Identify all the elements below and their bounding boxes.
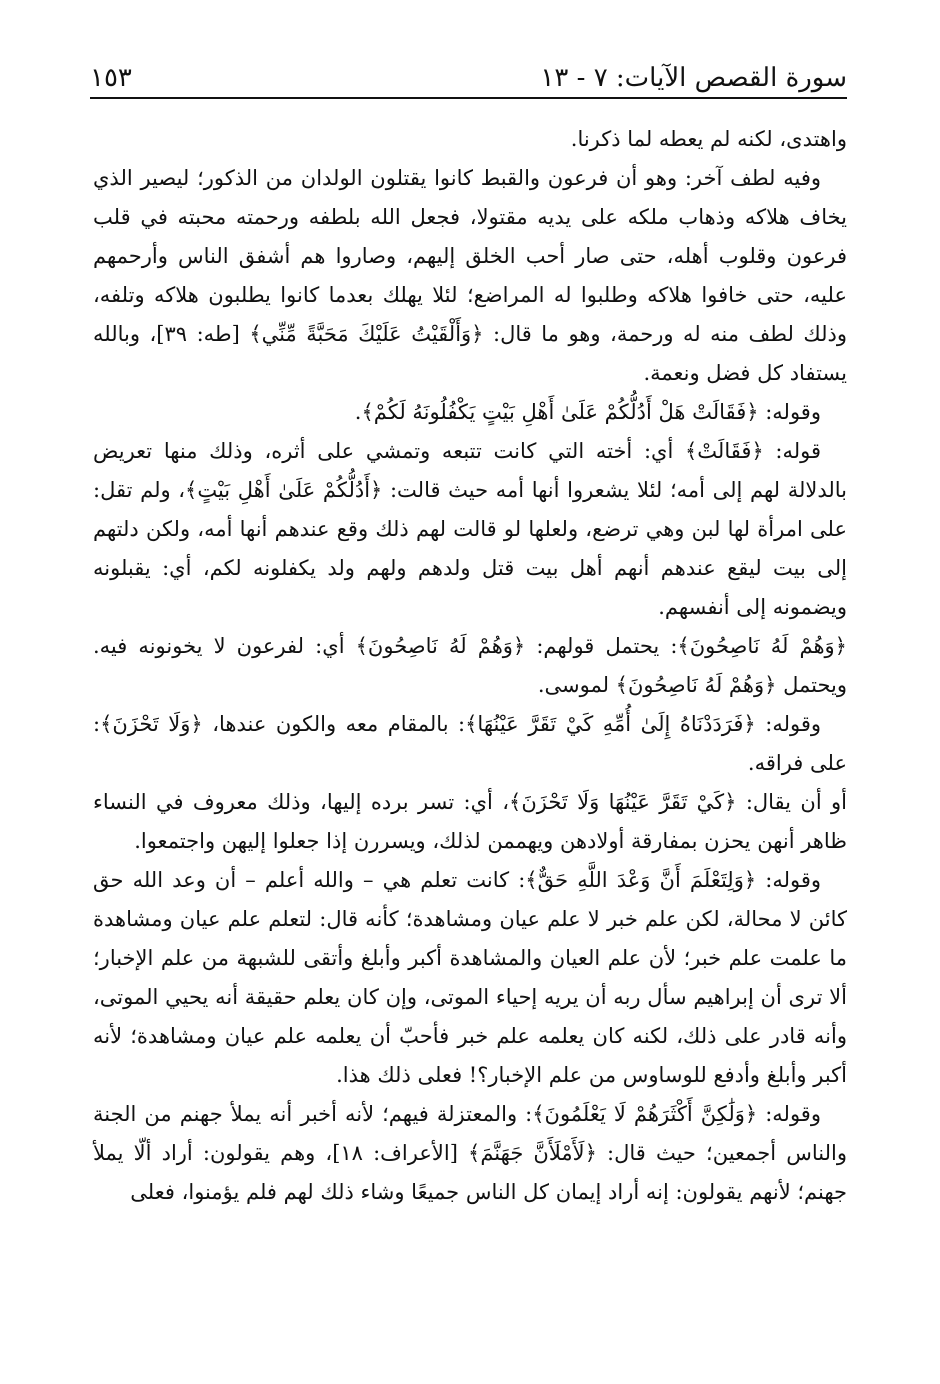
paragraph-3: وقوله: ﴿فَقَالَتْ هَلْ أَدُلُّكُمْ عَلَىٰ أَهْلِ بَيْتٍ يَكْفُلُونَهُ لَكُمْ﴾.: [354, 400, 821, 424]
paragraph-8: وقوله: ﴿وَلِتَعْلَمَ أَنَّ وَعْدَ اللَّهِ حَقٌّ﴾: كانت تعلم هي – والله أعلم – أن وعد الله حق كائن لا محالة، لكن علم خبر لا علم عيان ومشاهدة؛ كأنه قال: لتعلم علم عيان ومشاهدة ما علمت علم خبر؛ لأن علم العيان والمشاهدة أكبر وأبلغ وأتقى للشبهة من علم الإخبار؛ ألا ترى أن إبراهيم سأل ربه أن يريه إحياء الموتى، وإن كان يعلم حقيقة أنه يحيي الموتى، وأنه قادر على ذلك، لكنه كان يعلمه علم خبر فأحبّ أن يعلمه علم عيان ومشاهدة؛ لأنه أكبر وأبلغ وأدفع للوساوس من علم الإخبار؟! فعلى ذلك هذا.: [93, 868, 847, 1087]
paragraph-9: وقوله: ﴿وَلَٰكِنَّ أَكْثَرَهُمْ لَا يَعْلَمُونَ﴾: والمعتزلة فيهم؛ لأنه أخبر أنه يملأ جهنم من الجنة والناس أجمعين؛ حيث قال: ﴿لَأَمْلَأَنَّ جَهَنَّمَ﴾ [الأعراف: ١٨]، وهم يقولون: أراد ألّا يملأ جهنم؛ لأنهم يقولون: إنه أراد إيمان كل الناس جميعًا وشاء ذلك لهم فلم يؤمنوا، فعلى: [93, 1102, 847, 1204]
paragraph-7: أو أن يقال: ﴿كَيْ تَقَرَّ عَيْنُهَا وَلَا تَحْزَنَ﴾، أي: تسر برده إليها، وذلك معروف في النساء ظاهر أنهن يحزن بمفارقة أولادهن ويهممن لذلك، ويسررن إذا جعلوا إليهن واجتمعوا.: [93, 790, 847, 853]
surah-title: سورة القصص الآيات: ٧ - ١٣: [540, 63, 847, 93]
page-number: ١٥٣: [90, 63, 132, 93]
paragraph-2: وفيه لطف آخر: وهو أن فرعون والقبط كانوا يقتلون الولدان من الذكور؛ ليصير الذي يخاف هلاكه وذهاب ملكه على يديه مقتولا، فجعل الله بلطفه ورحمته محبته في قلب فرعون وقلوب أهله، حتى صار أحب الخلق إليهم، وصاروا هم أشفق الناس وأرحمهم عليه، حتى خافوا هلاكه وطلبوا له المراضع؛ لئلا يهلك بعدما كانوا يطلبون هلاكه وتلفه، وذلك لطف منه له ورحمة، وهو ما قال: ﴿وَأَلْقَيْتُ عَلَيْكَ مَحَبَّةً مِّنِّي﴾ [طه: ٣٩]، وبالله يستفاد كل فضل ونعمة.: [93, 166, 848, 385]
body-text: [93, 120, 847, 1350]
paragraph-5: ﴿وَهُمْ لَهُ نَاصِحُونَ﴾: يحتمل قولهم: ﴿وَهُمْ لَهُ نَاصِحُونَ﴾ أي: لفرعون لا يخونونه فيه. ويحتمل ﴿وَهُمْ لَهُ نَاصِحُونَ﴾ لموسى.: [93, 634, 847, 697]
running-header: [90, 55, 847, 95]
header-divider: [90, 97, 847, 99]
paragraph-4: قوله: ﴿فَقَالَتْ﴾ أي: أخته التي كانت تتبعه وتمشي على أثره، وذلك منها تعريض بالدلالة لهم إلى أمه؛ لئلا يشعروا أنها أمه حيث قالت: ﴿أَدُلُّكُمْ عَلَىٰ أَهْلِ بَيْتٍ﴾، ولم تقل: على امرأة لها لبن وهي ترضع، ولعلها لو قالت لهم ذلك وقع عندهم أنها أمه، ولكن دلتهم إلى بيت ليقع عندهم أنهم أهل بيت قتل ولدهم ولهم ولد يكفلونه لكم، أي: يقبلونه ويضمونه إلى أنفسهم.: [93, 439, 847, 619]
paragraph-6: وقوله: ﴿فَرَدَدْنَاهُ إِلَىٰ أُمِّهِ كَيْ تَقَرَّ عَيْنُهَا﴾: بالمقام معه والكون عندها، ﴿وَلَا تَحْزَنَ﴾: على فراقه.: [93, 712, 847, 775]
paragraph-1: واهتدى، لكنه لم يعطه لما ذكرنا.: [570, 127, 847, 151]
